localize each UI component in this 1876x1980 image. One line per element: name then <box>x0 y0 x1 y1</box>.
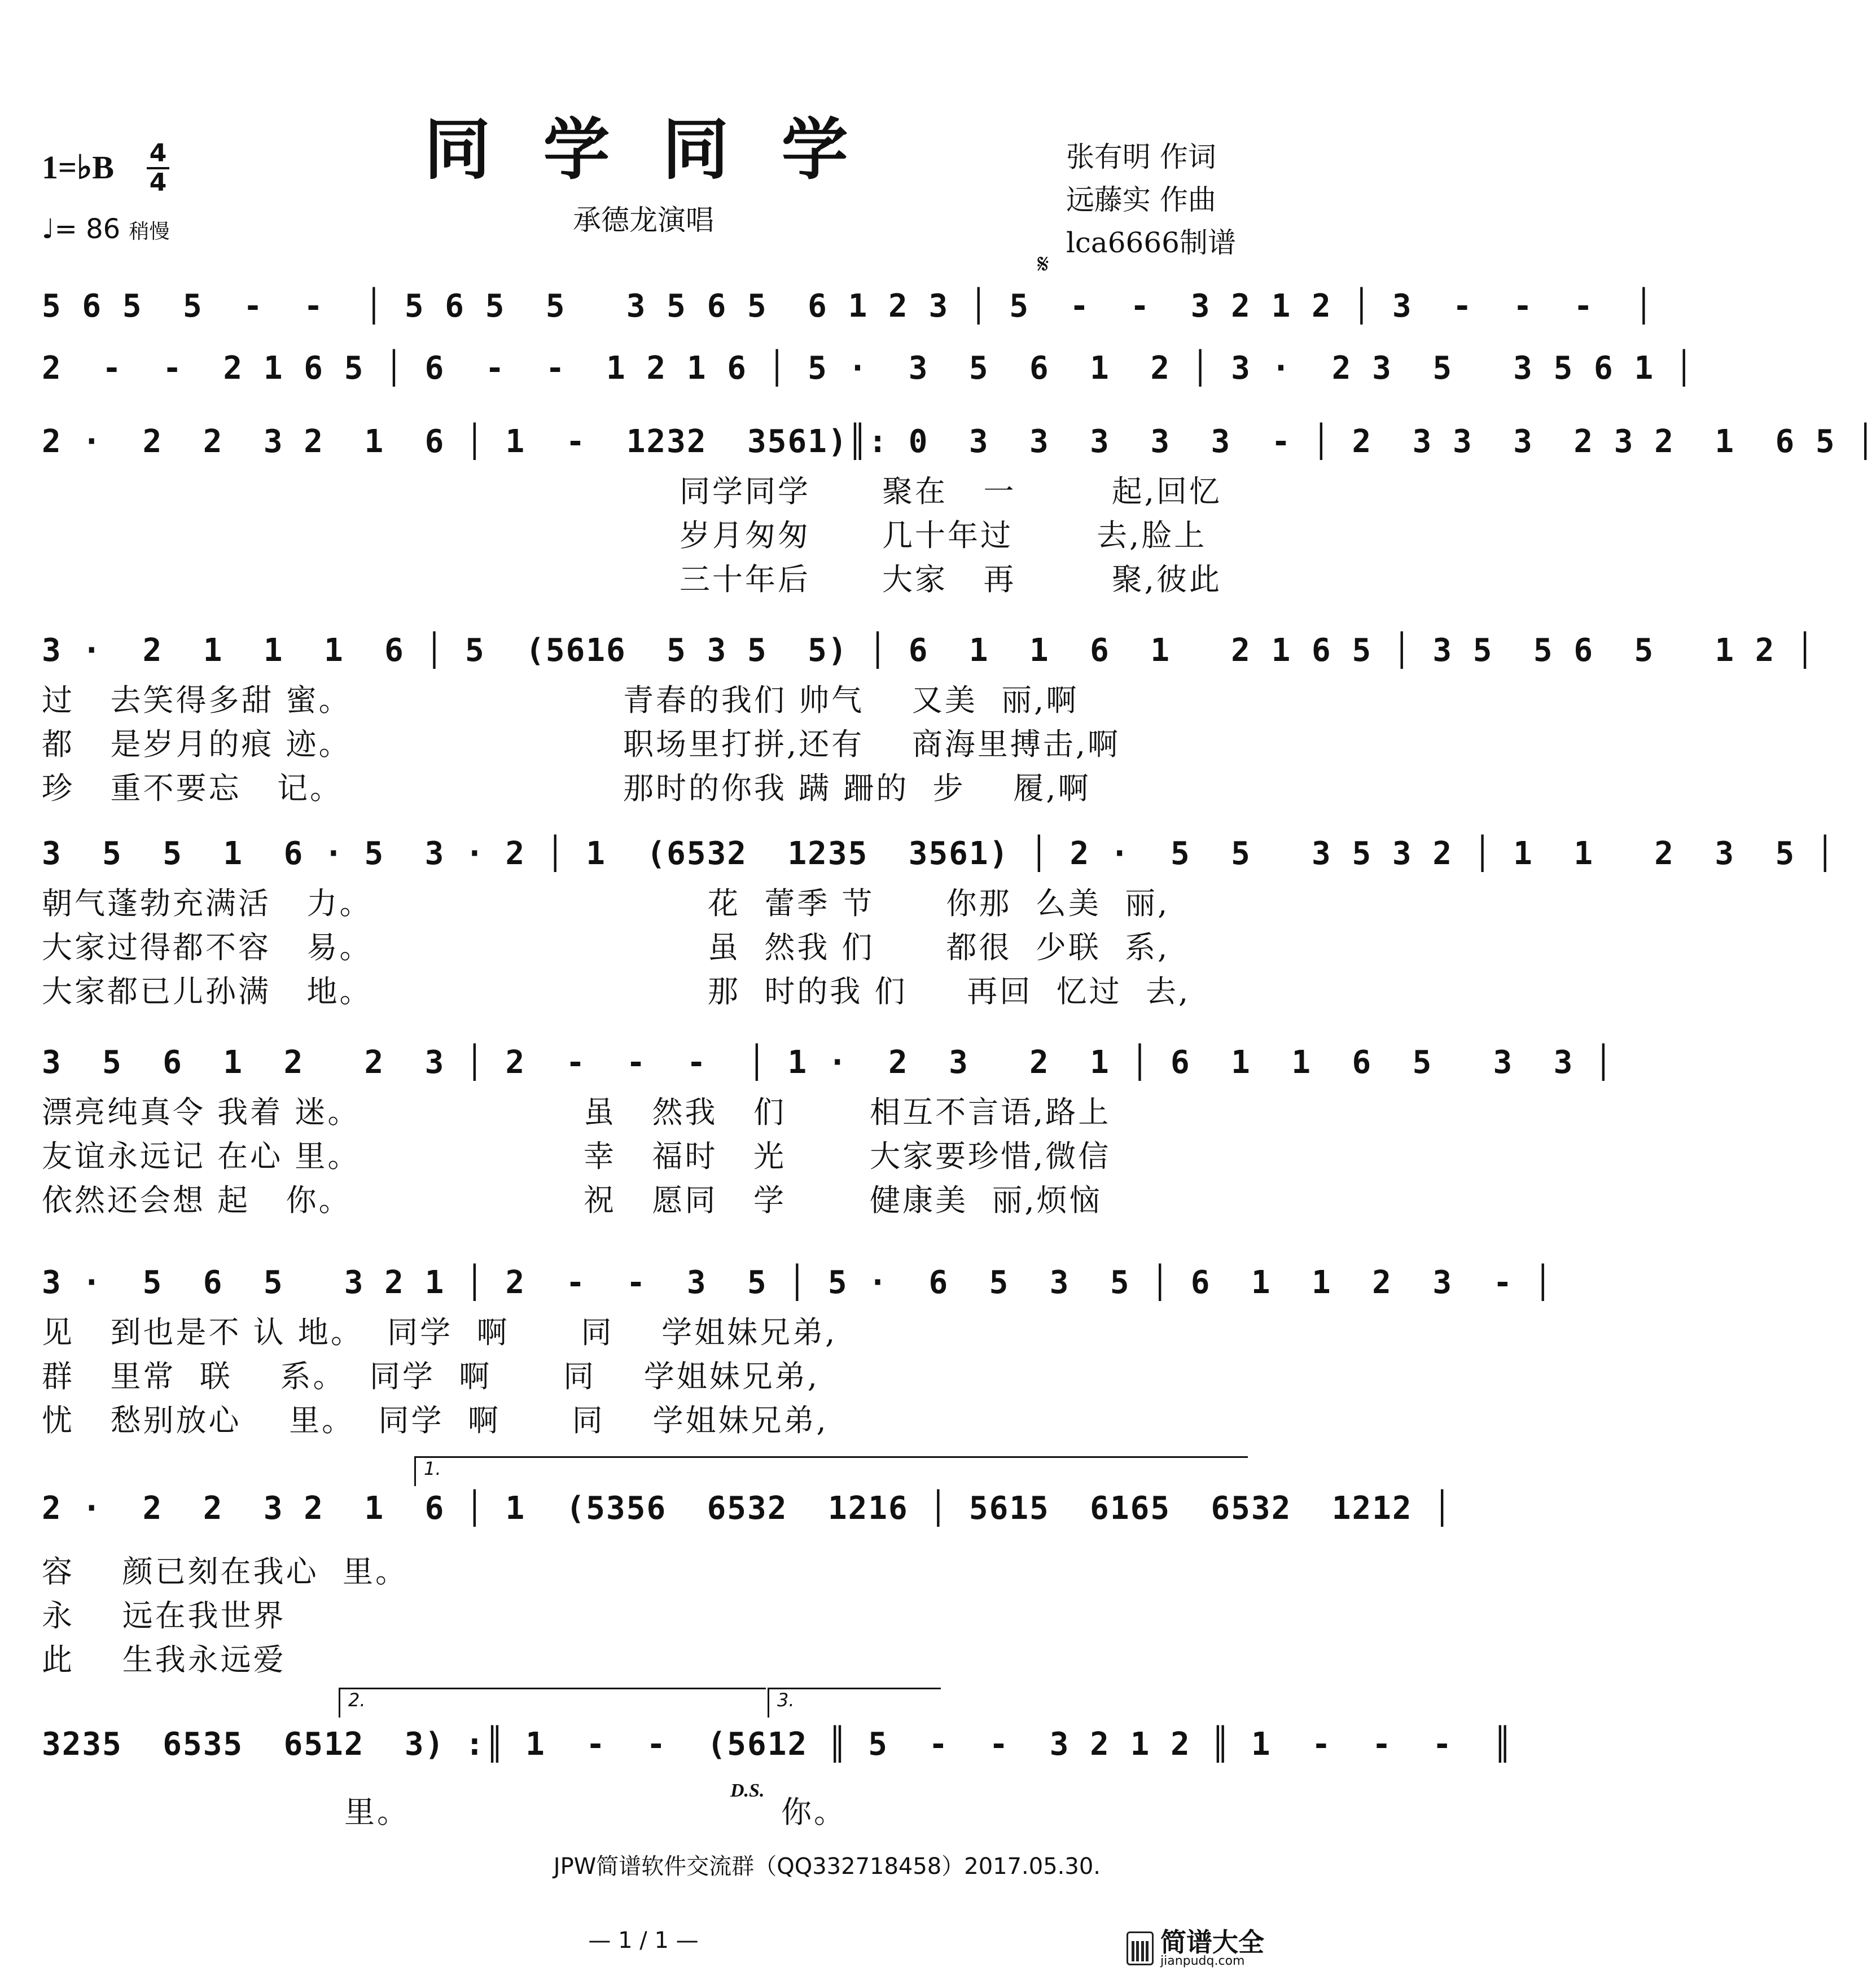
volta-3: 3. <box>768 1688 941 1718</box>
staff-row-3 <box>42 423 1876 610</box>
notation-line: 5 6 5 5 - - │ 5 6 5 5 3 5 6 5 6 1 2 3 │ 5 - - 3 2 1 2 │ 3 - - - │ <box>42 288 1655 325</box>
logo-name: 简谱大全 <box>1160 1927 1264 1957</box>
staff-row-5 <box>42 835 1836 1022</box>
meter-bottom: 4 <box>149 168 167 197</box>
lyric-verse-2b: 职场里打拼,还有 商海里搏击,啊 <box>623 726 1120 762</box>
transcriber: lca6666制谱 <box>1066 226 1236 259</box>
notation-line: 3 · 2 1 1 1 6 │ 5 (5616 5 3 5 5) │ 6 1 1 6 1 2 1 6 5 │ 3 5 5 6 5 1 2 │ <box>42 632 1816 669</box>
logo-url: jianpudq.com <box>1160 1954 1245 1968</box>
composer: 远藤实 作曲 <box>1066 183 1216 216</box>
credits <box>1066 135 1236 264</box>
staff-row-4 <box>42 632 1816 818</box>
lyric-verse-2: 群 里常 联 系。 同学 啊 同 学姐妹兄弟, <box>42 1359 819 1394</box>
lyricist: 张有明 作词 <box>1066 141 1216 173</box>
notation-line: 2 · 2 2 3 2 1 6 │ 1 (5356 6532 1216 │ 5615 6165 6532 1212 │ <box>42 1490 1453 1527</box>
key-signature: 1=♭B <box>42 149 115 186</box>
tempo-desc: 稍慢 <box>129 220 170 243</box>
volta-2: 2. <box>339 1688 766 1718</box>
lyric-verse-3: 大家都已儿孙满 地。 <box>42 974 372 1009</box>
staff-row-9 <box>42 1726 1514 1839</box>
notation-line: 3 5 5 1 6 · 5 3 · 2 │ 1 (6532 1235 3561) │ 2 · 5 5 3 5 3 2 │ 1 1 2 3 5 │ <box>42 835 1836 872</box>
da-segno-mark: D.S. <box>730 1780 765 1801</box>
lyric-verse-3b: 那时的你我 蹒 跚的 步 履,啊 <box>623 770 1091 806</box>
lyric-verse-1: 漂亮纯真令 我着 迷。 <box>42 1094 361 1130</box>
notation-line: 3 · 5 6 5 3 2 1 │ 2 - - 3 5 │ 5 · 6 5 3 5 │ 6 1 1 2 3 - │ <box>42 1264 1554 1301</box>
lyric-verse-2: 大家过得都不容 易。 <box>42 930 372 965</box>
lyric-verse-3b: 那 时的我 们 再回 忆过 去, <box>708 974 1191 1009</box>
staff-row-7 <box>42 1264 1554 1451</box>
lyric-ending-2: 里。 <box>344 1794 410 1830</box>
time-signature <box>147 141 169 195</box>
lyric-verse-2: 友谊永远记 在心 里。 <box>42 1138 361 1174</box>
notation-line: 3 5 6 1 2 2 3 │ 2 - - - │ 1 · 2 3 2 1 │ 6 1 1 6 5 3 3 │ <box>42 1044 1614 1081</box>
lyric-verse-2: 都 是岁月的痕 迹。 <box>42 726 352 762</box>
lyric-verse-1b: 花 蕾季 节 你那 么美 丽, <box>708 886 1170 921</box>
piano-keys-icon <box>1127 1931 1154 1965</box>
notation-line: 3235 6535 6512 3) :║ 1 - - (5612 ║ 5 - - 3 2 1 2 ║ 1 - - - ║ <box>42 1726 1514 1763</box>
lyric-verse-3: 此 生我永远爱 <box>42 1642 286 1677</box>
lyric-verse-1: 见 到也是不 认 地。 同学 啊 同 学姐妹兄弟, <box>42 1315 838 1350</box>
lyric-verse-1: 同学同学 聚在 一 起,回忆 <box>680 474 1222 509</box>
segno-icon: 𝄋 <box>1037 248 1049 280</box>
page-title: 同 学 同 学 <box>424 110 863 189</box>
tempo-value: ♩= 86 <box>42 213 121 245</box>
lyric-verse-2: 岁月匆匆 几十年过 去,脸上 <box>680 518 1207 553</box>
lyric-verse-1: 朝气蓬勃充满活 力。 <box>42 886 372 921</box>
footer-note: JPW简谱软件交流群（QQ332718458）2017.05.30. <box>553 1854 1101 1880</box>
staff-row-8 <box>42 1490 1453 1677</box>
lyric-verse-2: 永 远在我世界 <box>42 1598 286 1633</box>
lyric-verse-1b: 青春的我们 帅气 又美 丽,啊 <box>623 682 1079 718</box>
lyric-verse-1b: 虽 然我 们 相互不言语,路上 <box>584 1094 1111 1130</box>
volta-1: 1. <box>414 1456 1248 1486</box>
notation-line: 2 - - 2 1 6 5 │ 6 - - 1 2 1 6 │ 5 · 3 5 6 1 2 │ 3 · 2 3 5 3 5 6 1 │ <box>42 350 1695 387</box>
lyric-verse-3: 忧 愁别放心 里。 同学 啊 同 学姐妹兄弟, <box>42 1403 829 1438</box>
lyric-verse-2b: 幸 福时 光 大家要珍惜,微信 <box>584 1138 1111 1174</box>
lyric-verse-3b: 祝 愿同 学 健康美 丽,烦恼 <box>584 1182 1102 1218</box>
lyric-verse-3: 三十年后 大家 再 聚,彼此 <box>680 562 1222 597</box>
lyric-verse-1: 过 去笑得多甜 蜜。 <box>42 682 352 718</box>
page-number: — 1 / 1 — <box>588 1928 699 1953</box>
lyric-verse-3: 珍 重不要忘 记。 <box>42 770 343 806</box>
lyric-verse-2b: 虽 然我 们 都很 少联 系, <box>708 930 1170 965</box>
lyric-ending-3: 你。 <box>781 1794 847 1830</box>
site-logo[interactable] <box>1127 1929 1264 1968</box>
performer: 承德龙演唱 <box>573 204 714 236</box>
staff-row-6 <box>42 1044 1614 1230</box>
lyric-verse-1: 容 颜已刻在我心 里。 <box>42 1554 408 1589</box>
notation-line: 2 · 2 2 3 2 1 6 │ 1 - 1232 3561)║: 0 3 3 3 3 3 - │ 2 3 3 3 2 3 2 1 6 5 │ <box>42 423 1876 460</box>
meter-top: 4 <box>149 139 167 168</box>
tempo-marking <box>42 213 169 245</box>
lyric-verse-3: 依然还会想 起 你。 <box>42 1182 352 1218</box>
staff-row-2 <box>42 350 1695 429</box>
